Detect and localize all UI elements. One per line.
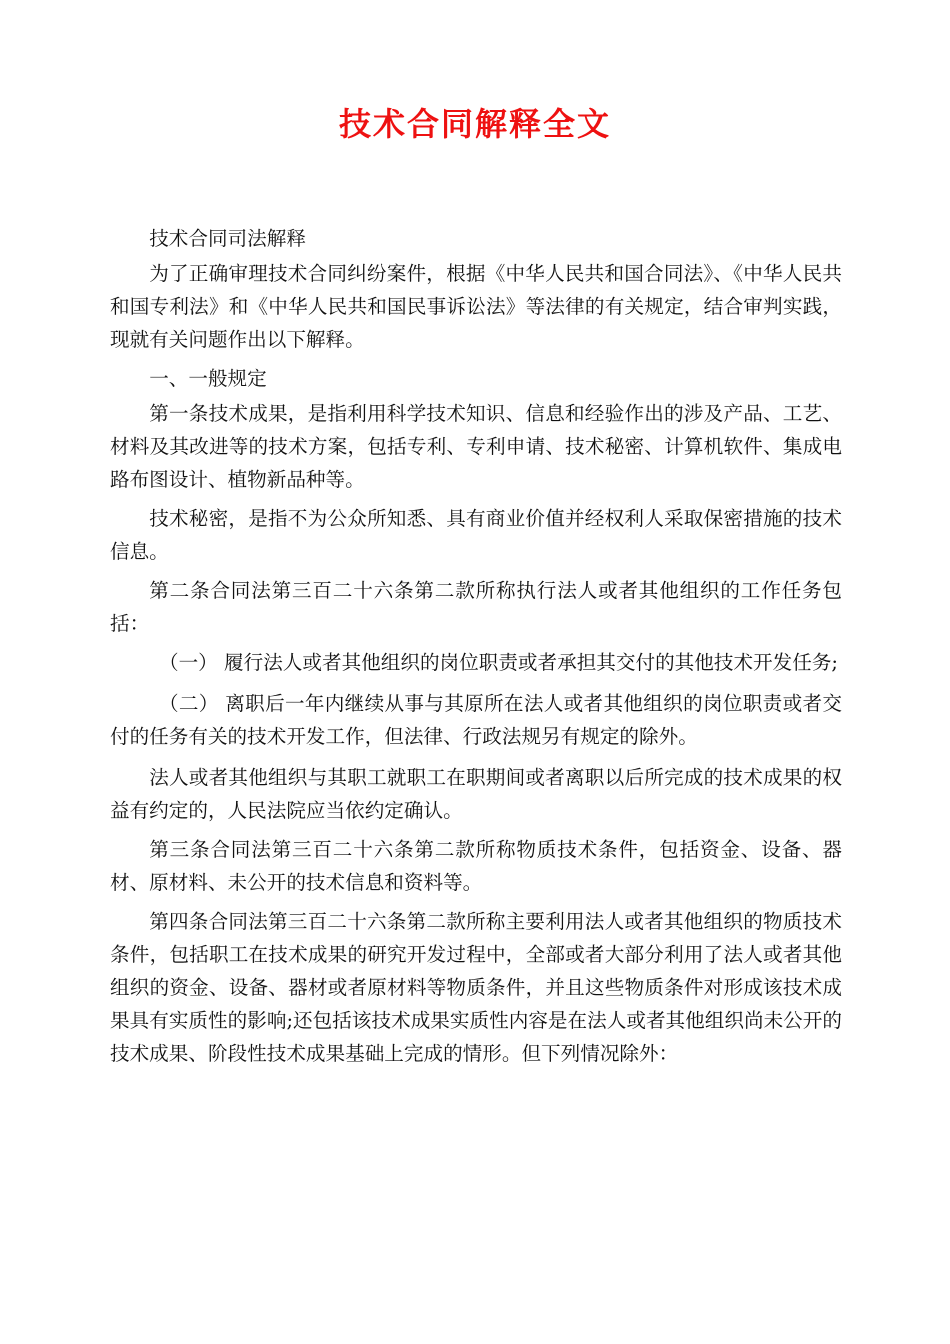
article-4-paragraph: 第四条合同法第三百二十六条第二款所称主要利用法人或者其他组织的物质技术条件，包括职工在技术成果的研究开发过程中，全部或者大部分利用了法人或者其他组织的资金、设备、器材或者原材料等物质条件，并且这些物质条件对形成该技术成果具有实质性的影响;还包括该技术成果实质性内容是在法人或者其他组织尚未公开的技术成果、阶段性技术成果基础上完成的情形。但下列情况除外：: [110, 910, 842, 1065]
subtitle-paragraph: 技术合同司法解释: [149, 227, 306, 250]
article-3-paragraph: 第三条合同法第三百二十六条第二款所称物质技术条件，包括资金、设备、器材、原材料、未公开的技术信息和资料等。: [110, 838, 842, 894]
section-heading: 一、一般规定: [149, 367, 267, 390]
article-1-paragraph: 第一条技术成果，是指利用科学技术知识、信息和经验作出的涉及产品、工艺、材料及其改进等的技术方案，包括专利、专利申请、技术秘密、计算机软件、集成电路布图设计、植物新品种等。: [110, 402, 842, 491]
preamble-paragraph: 为了正确审理技术合同纠纷案件，根据《中华人民共和国合同法》、《中华人民共和国专利法》和《中华人民共和国民事诉讼法》等法律的有关规定，结合审判实践，现就有关问题作出以下解释。: [110, 262, 842, 351]
document-body: [110, 222, 842, 1076]
trade-secret-paragraph: 技术秘密，是指不为公众所知悉、具有商业价值并经权利人采取保密措施的技术信息。: [110, 507, 842, 563]
article-2-item-1: （一） 履行法人或者其他组织的岗位职责或者承担其交付的其他技术开发任务;: [159, 651, 839, 674]
document-title: 技术合同解释全文: [338, 105, 611, 143]
article-2-item-2: （二） 离职后一年内继续从事与其原所在法人或者其他组织的岗位职责或者交 付的任务有关的技术开发工作，但法律、行政法规另有规定的除外。: [110, 692, 842, 748]
agreement-paragraph: 法人或者其他组织与其职工就职工在职期间或者离职以后所完成的技术成果的权益有约定的，人民法院应当依约定确认。: [110, 766, 842, 822]
article-2-paragraph: 第二条合同法第三百二十六条第二款所称执行法人或者其他组织的工作任务包括：: [110, 579, 842, 635]
